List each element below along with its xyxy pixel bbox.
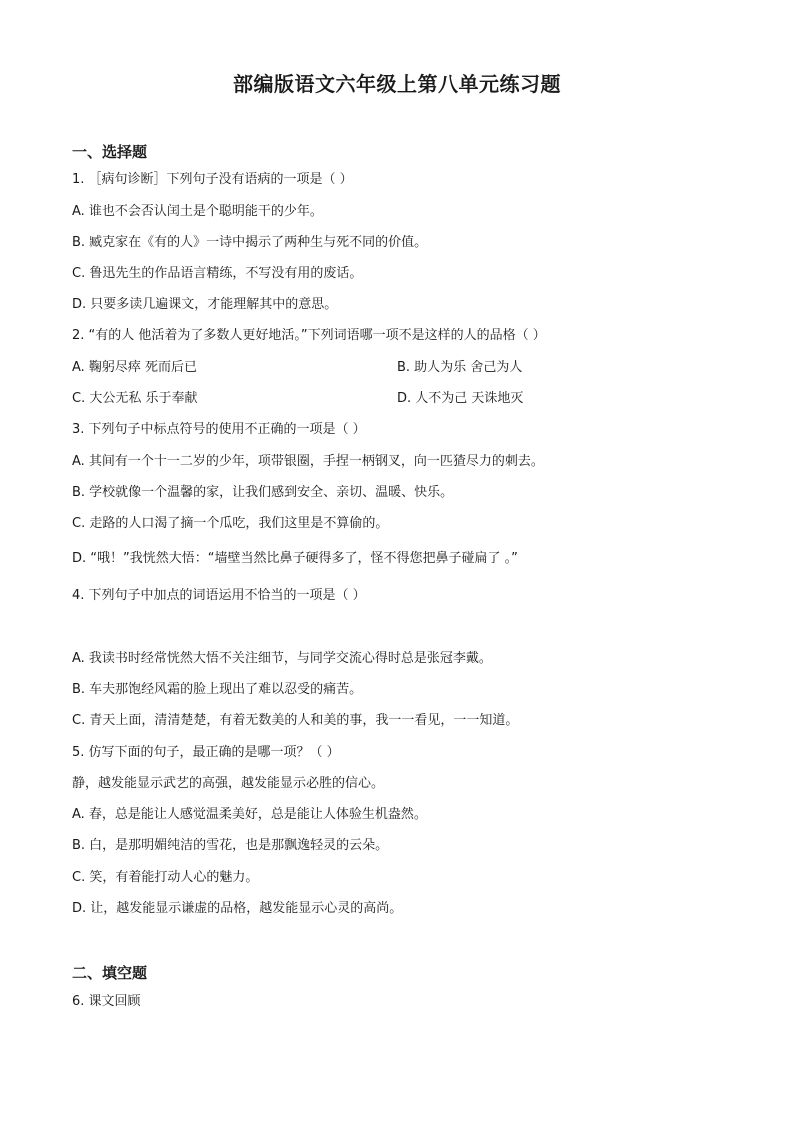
question-4-option-b: B. 车夫那饱经风霜的脸上现出了难以忍受的痛苦。 <box>72 682 363 697</box>
question-3-option-a: A. 其间有一个十一二岁的少年，项带银圈，手捏一柄钢叉，向一匹猹尽力的刺去。 <box>72 454 544 469</box>
question-5-option-d: D. 让，越发能显示谦虚的品格，越发能显示心灵的高尚。 <box>72 901 403 916</box>
question-3-option-c: C. 走路的人口渴了摘一个瓜吃，我们这里是不算偷的。 <box>72 516 389 531</box>
question-4-option-a: A. 我读书时经常恍然大悟不关注细节，与同学交流心得时总是张冠李戴。 <box>72 651 492 666</box>
question-3-stem: 3. 下列句子中标点符号的使用不正确的一项是（ ） <box>72 422 366 437</box>
question-5-option-a: A. 春，总是能让人感觉温柔美好，总是能让人体验生机盎然。 <box>72 807 427 822</box>
question-3-option-b: B. 学校就像一个温馨的家，让我们感到安全、亲切、温暖、快乐。 <box>72 485 454 500</box>
question-4-option-c: C. 青天上面，清清楚楚，有着无数美的人和美的事，我一一看见，一一知道。 <box>72 713 519 728</box>
question-5-option-c: C. 笑，有着能打动人心的魅力。 <box>72 870 259 885</box>
question-1-option-b: B. 臧克家在《有的人》一诗中揭示了两种生与死不同的价值。 <box>72 235 428 250</box>
question-2-option-c: C. 大公无私 乐于奉献 <box>72 391 198 406</box>
question-2-stem: 2. “有的人 他活着为了多数人更好地活。”下列词语哪一项不是这样的人的品格（ ） <box>72 328 546 343</box>
section-heading-choice: 一、选择题 <box>72 143 148 161</box>
question-2-option-b: B. 助人为乐 舍己为人 <box>397 360 523 375</box>
question-4-stem: 4. 下列句子中加点的词语运用不恰当的一项是（ ） <box>72 588 366 603</box>
question-1-option-d: D. 只要多读几遍课文，才能理解其中的意思。 <box>72 297 338 312</box>
question-2-option-a: A. 鞠躬尽瘁 死而后已 <box>72 360 198 375</box>
question-5-stem: 5. 仿写下面的句子，最正确的是哪一项？（ ） <box>72 745 340 760</box>
question-1-option-a: A. 谁也不会否认闰土是个聪明能干的少年。 <box>72 204 323 219</box>
question-3-option-d: D. “哦！”我恍然大悟：“墙壁当然比鼻子硬得多了，怪不得您把鼻子碰扁了 。” <box>72 551 518 566</box>
section-heading-fill-in: 二、填空题 <box>72 964 148 982</box>
question-2-option-d: D. 人不为己 天诛地灭 <box>397 391 524 406</box>
question-6-stem: 6. 课文回顾 <box>72 994 141 1009</box>
question-5-example: 静，越发能显示武艺的高强，越发能显示必胜的信心。 <box>72 776 385 791</box>
question-1-option-c: C. 鲁迅先生的作品语言精练，不写没有用的废话。 <box>72 266 363 281</box>
page-title: 部编版语文六年级上第八单元练习题 <box>233 72 561 96</box>
question-5-option-b: B. 白，是那明媚纯洁的雪花，也是那飘逸轻灵的云朵。 <box>72 838 389 853</box>
question-1-stem: 1. ［病句诊断］下列句子没有语病的一项是（ ） <box>72 172 353 187</box>
